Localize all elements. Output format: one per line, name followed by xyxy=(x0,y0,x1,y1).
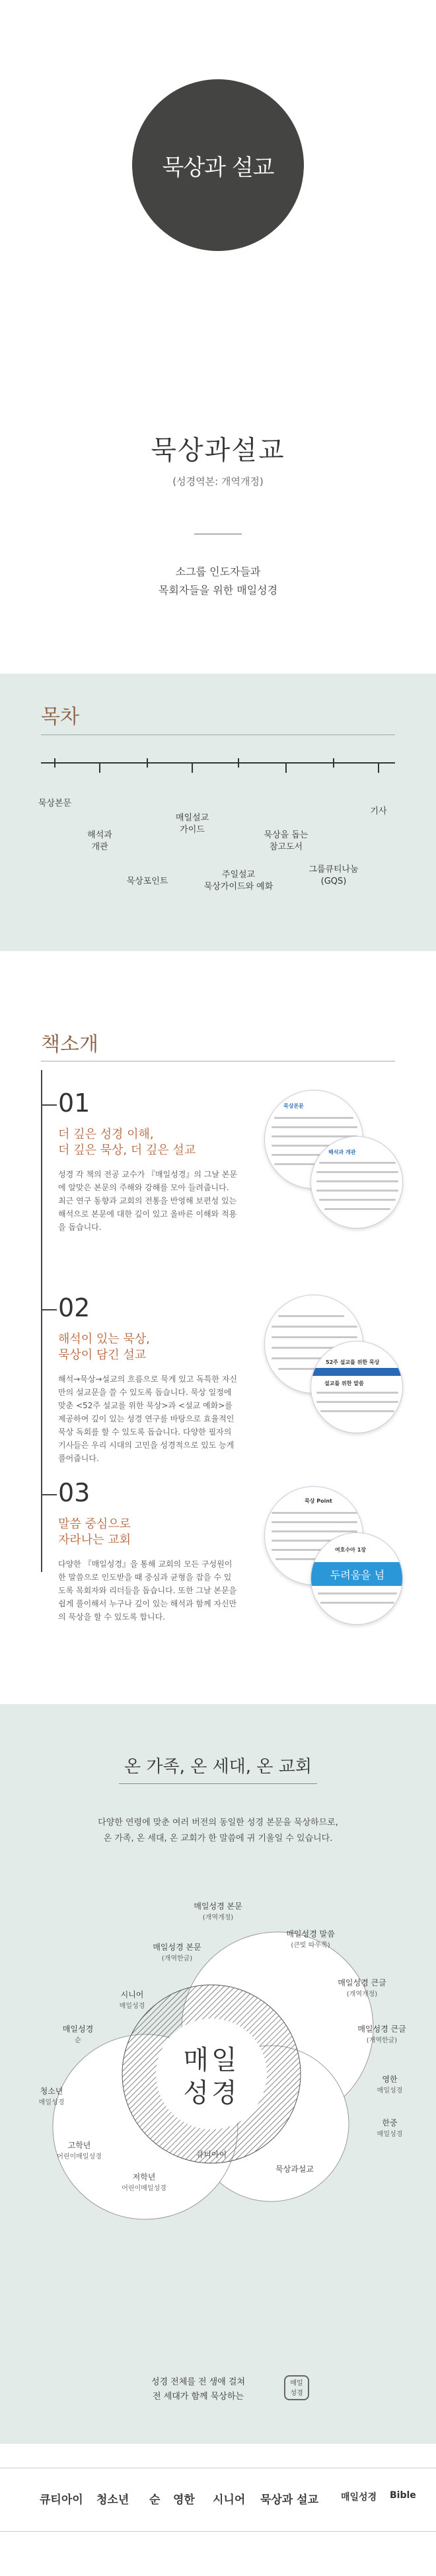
intro-item-number: 02 xyxy=(58,1293,91,1322)
family-label: 매일성경 큰글 (개역한글) xyxy=(357,2024,406,2044)
intro-item-connector xyxy=(41,1494,57,1495)
toc-item-5: 주일설교 묵상가이드와 예화 xyxy=(203,870,273,892)
brand-logo: 영한 xyxy=(173,2493,195,2507)
intro-item-body: 성경 각 책의 전공 교수가 『매일성경』의 그날 본문에 알맞은 본문의 주해와 강해를 모아 들려줍니다. 최근 연구 동향과 교회의 전통을 반영해 보편성 있는 해석으로 본문에 대한 깊이 있고 올바른 이해와 적용을 돕습니다. xyxy=(58,1170,237,1232)
family-bottom-text: 성경 전체를 전 생애 걸쳐 전 세대가 함께 묵상하는 xyxy=(151,2377,246,2402)
brand-logo: 매일성경 xyxy=(341,2492,377,2503)
intro-item-body: 해석→묵상→설교의 흐름으로 묵게 있고 독특한 자신만의 설교문을 쓸 수 있도록 돕습니다. 묵상 일정에 맞춘 <52주 설교를 위한 묵상>과 <설교 예화>를 제공하여 깊이 있는 성경 연구를 바탕으로 효율적인 묵상 독회를 할 수 있도록 돕습니다. 다양한 필자의 기사들은 우리 시대의 고민을 성경적으로 있도 능게 풀어줍니다. xyxy=(58,1375,238,1463)
hero-circle xyxy=(132,79,304,251)
hero-circle-text: 묵상과 설교 xyxy=(162,154,274,181)
family-label: 묵상과설교 xyxy=(275,2165,314,2174)
intro-item-heading: 더 깊은 성경 이해, 더 깊은 묵상, 더 깊은 설교 xyxy=(58,1127,196,1157)
family-label: 한중 매일성경 xyxy=(377,2118,403,2138)
toc-tick xyxy=(54,758,55,768)
family-diagram xyxy=(0,1863,436,2351)
footer-divider-bottom xyxy=(0,2531,436,2532)
toc-tick xyxy=(238,758,239,768)
brand-logo: Bible xyxy=(390,2490,416,2501)
brand-logo: 청소년 xyxy=(96,2493,129,2507)
tagline-line-2: 목회자들을 위한 매일성경 xyxy=(158,584,278,596)
intro-item-connector xyxy=(41,1104,57,1106)
book-page-mockup: 52주 설교를 위한 묵상 설교를 위한 말씀 xyxy=(310,1341,403,1433)
toc-tick xyxy=(333,758,334,768)
toc-timeline xyxy=(41,762,395,764)
intro-vertical-line xyxy=(41,1070,42,1572)
family-title-divider xyxy=(119,1783,317,1784)
tagline xyxy=(0,563,436,600)
tagline-line-1: 소그룹 인도자들과 xyxy=(175,565,261,578)
toc-item-1: 묵상본문 xyxy=(38,799,72,808)
book-page-mockup: 여호수아 1장 두려움을 넘 xyxy=(310,1532,403,1625)
family-label: 매일성경 순 xyxy=(62,2024,94,2044)
toc-tick xyxy=(99,764,100,773)
family-label: 매일성경 큰글 (개역개정) xyxy=(338,1978,386,1998)
brand-logo: 시니어 xyxy=(213,2493,246,2507)
book-title: 묵상과설교 xyxy=(151,435,285,466)
family-title: 온 가족, 온 세대, 온 교회 xyxy=(124,1757,312,1777)
toc-item-2: 해석과 개관 xyxy=(87,830,112,852)
book-page-mockup: 묵상본문 xyxy=(264,1090,363,1189)
toc-item-6: 묵상을 돕는 참고도서 xyxy=(264,830,309,852)
toc-tick xyxy=(285,764,287,773)
toc-item-4: 매일설교 가이드 xyxy=(175,813,209,835)
family-logo-text-2: 성경 xyxy=(183,2078,240,2108)
toc-tick xyxy=(147,758,148,768)
intro-item-heading: 해석이 있는 묵상, 묵상이 담긴 설교 xyxy=(58,1332,150,1362)
family-logo-text-1: 매일 xyxy=(183,2045,240,2075)
family-label: 매일성경 본문 (개역개정) xyxy=(194,1902,242,1921)
family-description: 다양한 연령에 맞춘 여러 버전의 동일한 성경 본문을 묵상하므로, 온 가족, 온 세대, 온 교회가 한 말씀에 귀 기울일 수 있습니다. xyxy=(98,1818,338,1843)
toc-tick xyxy=(378,764,379,773)
brand-logo: 큐티아이 xyxy=(40,2493,83,2507)
family-label: 청소년 매일성경 xyxy=(38,2087,65,2106)
intro-item-heading: 말씀 중심으로 자라나는 교회 xyxy=(58,1517,131,1547)
intro-item-number: 03 xyxy=(58,1478,91,1507)
intro-item-number: 01 xyxy=(58,1089,91,1118)
family-label: 저학년 어린이매일성경 xyxy=(122,2172,166,2192)
intro-item-connector xyxy=(41,1309,57,1310)
family-label: 매일성경 말씀 (큰빛 따우쪽) xyxy=(286,1929,335,1949)
intro-item-body: 다양한 『매일성경』을 통해 교회의 모든 구성원이 한 말씀으로 인도받을 때 중심과 균형을 잡을 수 있도록 목회자와 리더들을 돕습니다. 또한 그날 본문을 쉽게 풀이해서 누구나 깊이 있는 해석과 함께 자신만의 묵상을 할 수 있도록 합니다. xyxy=(58,1559,237,1622)
family-label: 매일성경 본문 (개역한글) xyxy=(153,1943,201,1962)
family-label: 큐티아이 xyxy=(196,2150,227,2159)
toc-title-divider xyxy=(41,734,395,735)
toc-item-3: 묵상포인트 xyxy=(126,877,168,886)
brand-logo: 순 xyxy=(149,2493,161,2507)
toc-title: 목차 xyxy=(41,705,79,729)
book-subtitle: (성경역본: 개역개정) xyxy=(172,476,264,487)
family-label: 고학년 어린이매일성경 xyxy=(57,2141,102,2161)
family-label: 시니어 매일성경 xyxy=(119,1990,145,2010)
book-page-mockup: 해석과 개관 xyxy=(310,1136,403,1229)
brand-logo: 묵상과 설교 xyxy=(260,2493,319,2507)
book-page-mockup: 묵상 Point xyxy=(264,1486,363,1585)
intro-title: 책소개 xyxy=(41,1033,98,1056)
toc-tick xyxy=(192,764,193,773)
family-label: 영한 매일성경 xyxy=(377,2075,403,2094)
toc-item-7: 그룹큐티나눔 (GQS) xyxy=(309,865,359,886)
toc-item-8: 기사 xyxy=(370,806,387,816)
maeil-logo: 매일 성경 xyxy=(284,2375,309,2400)
